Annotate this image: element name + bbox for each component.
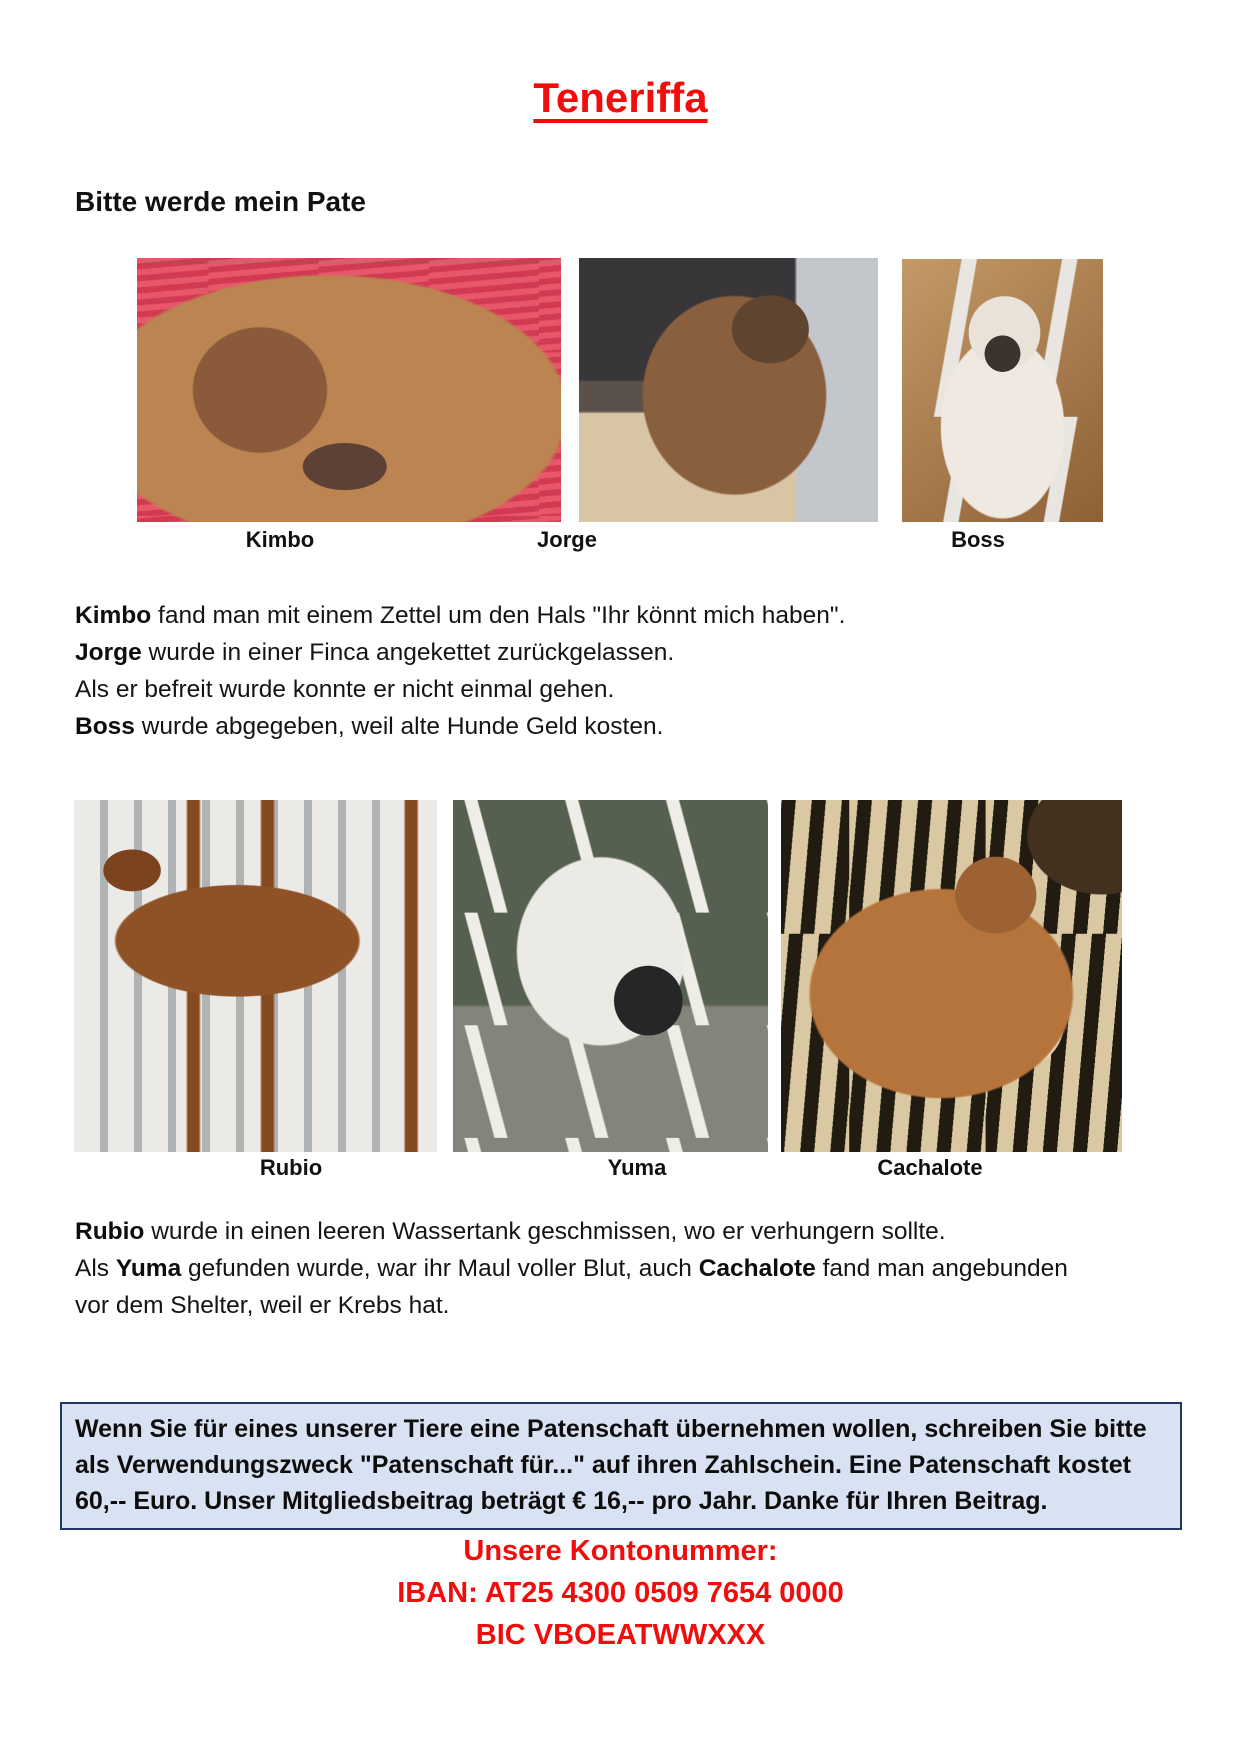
photo-yuma	[453, 800, 768, 1152]
story1-line-3: Als er befreit wurde konnte er nicht einmal gehen.	[75, 676, 615, 703]
bank-details	[0, 1530, 1241, 1656]
story1-line-4: Boss wurde abgegeben, weil alte Hunde Geld kosten.	[75, 713, 664, 740]
photo-jorge	[579, 258, 878, 522]
story2-line-1: Rubio wurde in einen leeren Wassertank geschmissen, wo er verhungern sollte.	[75, 1218, 946, 1245]
story-paragraph-2	[75, 1213, 1181, 1324]
photo-boss	[902, 259, 1103, 522]
bank-iban: IBAN: AT25 4300 0509 7654 0000	[397, 1577, 844, 1609]
photo-caption-boss: Boss	[951, 527, 1005, 552]
sponsorship-info-text: Wenn Sie für eines unserer Tiere eine Patenschaft übernehmen wollen, schreiben Sie bitte als Verwendungszweck "Patenschaft für..." auf ihren Zahlschein. Eine Patenschaft kostet 60,-- Euro. Unser Mitgliedsbeitrag beträgt € 16,-- pro Jahr. Danke für Ihren Beitrag.	[75, 1415, 1147, 1515]
photo-caption-kimbo: Kimbo	[245, 527, 315, 552]
story1-line-2: Jorge wurde in einer Finca angekettet zurückgelassen.	[75, 639, 675, 666]
story-paragraph-1	[75, 597, 1181, 745]
photo-kimbo	[137, 258, 561, 522]
sponsorship-info-box	[60, 1402, 1182, 1530]
bank-heading: Unsere Kontonummer:	[463, 1535, 778, 1567]
photo-caption-jorge: Jorge	[537, 527, 597, 552]
photo-cachalote	[781, 800, 1122, 1152]
photo-caption-rubio: Rubio	[259, 1155, 323, 1180]
story1-line-1: Kimbo fand man mit einem Zettel um den Hals "Ihr könnt mich haben".	[75, 602, 846, 629]
photo-caption-cachalote: Cachalote	[877, 1155, 983, 1180]
page-title: Teneriffa	[533, 74, 708, 121]
story2-line-3: vor dem Shelter, weil er Krebs hat.	[75, 1292, 450, 1319]
bank-bic: BIC VBOEATWWXXX	[475, 1619, 766, 1651]
photo-caption-yuma: Yuma	[607, 1155, 667, 1180]
story2-line-2: Als Yuma gefunden wurde, war ihr Maul voller Blut, auch Cachalote fand man angebunden	[75, 1255, 1068, 1282]
photo-rubio	[74, 800, 437, 1152]
page-subtitle: Bitte werde mein Pate	[75, 186, 366, 217]
